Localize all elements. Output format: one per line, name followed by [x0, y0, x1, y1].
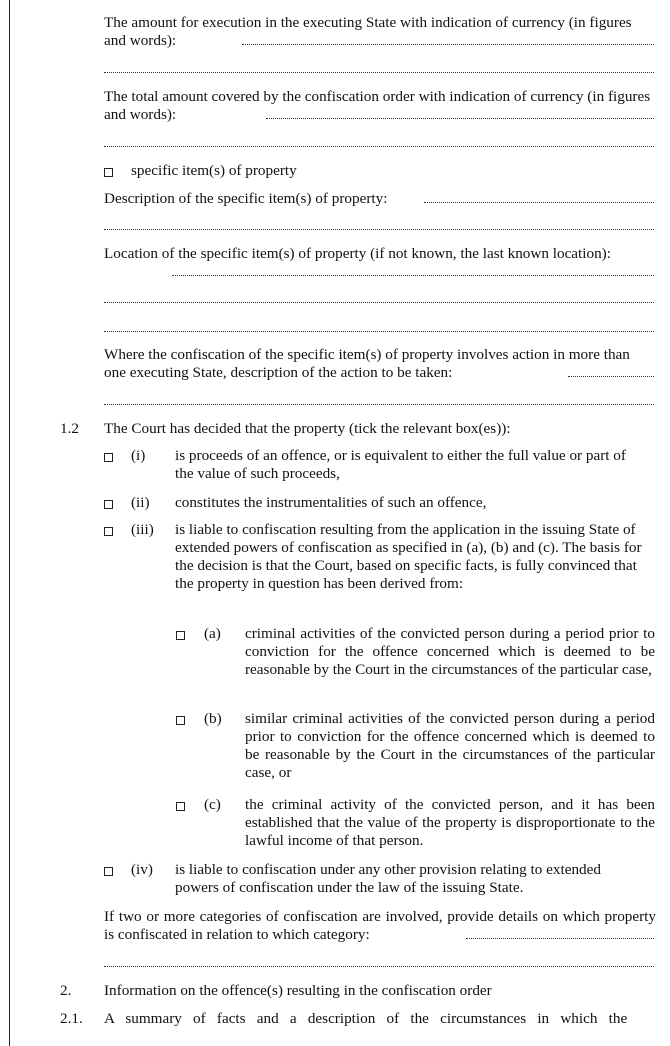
- location-label: Location of the specific item(s) of property (if not known, the last known location):: [104, 245, 611, 262]
- sub-option-a-letter: (a): [204, 625, 221, 642]
- section-2-number: 2.: [60, 982, 72, 999]
- option-iii-text: is liable to confiscation resulting from the application in the issuing State of extended powers of confiscation as specified in (a), (b) and (c). The basis for the decision is that the Court, based on specific facts, is fully convinced that the property in question has been derived from:: [175, 521, 642, 592]
- description-field[interactable]: [424, 202, 654, 203]
- total-amount-field[interactable]: [266, 118, 654, 119]
- description-field-line2[interactable]: [104, 229, 654, 230]
- option-i-text: is proceeds of an offence, or is equivalent to either the full value or part of the value of such proceeds,: [175, 447, 626, 482]
- option-ii-checkbox[interactable]: [104, 500, 113, 509]
- section-2-heading: Information on the offence(s) resulting in the confiscation order: [104, 982, 492, 999]
- sub-option-b-checkbox[interactable]: [176, 716, 185, 725]
- option-ii-text: constitutes the instrumentalities of such an offence,: [175, 494, 487, 511]
- left-margin-rule: [9, 0, 10, 1046]
- sub-option-c-checkbox[interactable]: [176, 802, 185, 811]
- multi-state-field[interactable]: [568, 376, 654, 377]
- section-1-2-heading: The Court has decided that the property (tick the relevant box(es)):: [104, 420, 511, 437]
- option-i-checkbox[interactable]: [104, 453, 113, 462]
- amount-execution-field[interactable]: [242, 44, 654, 45]
- multi-state-field-line2[interactable]: [104, 404, 654, 405]
- option-iv-text: is liable to confiscation under any other provision relating to extended powers of confiscation under the law of the issuing State.: [175, 861, 601, 896]
- section-1-2-number: 1.2: [60, 420, 79, 437]
- option-iv-numeral: (iv): [131, 861, 153, 878]
- multi-category-field[interactable]: [466, 938, 654, 939]
- multi-state-label: Where the confiscation of the specific item(s) of property involves action in more than one executing State, description of the action to be taken:: [104, 346, 630, 381]
- location-field-line3[interactable]: [104, 331, 654, 332]
- specific-items-checkbox[interactable]: [104, 168, 113, 177]
- total-amount-label: The total amount covered by the confiscation order with indication of currency (in figures and words):: [104, 88, 651, 123]
- specific-items-option-label: specific item(s) of property: [131, 162, 297, 179]
- option-iv-checkbox[interactable]: [104, 867, 113, 876]
- multi-category-label: If two or more categories of confiscation are involved, provide details on which property is confiscated in relation to which category:: [104, 908, 656, 943]
- sub-option-c-letter: (c): [204, 796, 221, 813]
- option-i-numeral: (i): [131, 447, 146, 464]
- amount-execution-field-line2[interactable]: [104, 72, 654, 73]
- section-2-1-text: A summary of facts and a description of the circumstances in which the: [104, 1010, 628, 1027]
- multi-category-field-line2[interactable]: [104, 966, 654, 967]
- option-iii-checkbox[interactable]: [104, 527, 113, 536]
- option-iii-numeral: (iii): [131, 521, 154, 538]
- location-field-line2[interactable]: [104, 302, 654, 303]
- sub-option-b-text: similar criminal activities of the convicted person during a period prior to conviction for the offence concerned which is deemed to be reasonable by the Court in the circumstances of the particular case, or: [245, 710, 655, 781]
- location-field[interactable]: [172, 275, 654, 276]
- sub-option-a-text: criminal activities of the convicted person during a period prior to conviction for the offence concerned which is deemed to be reasonable by the Court in the circumstances of the particular case,: [245, 625, 655, 678]
- sub-option-a-checkbox[interactable]: [176, 631, 185, 640]
- description-label: Description of the specific item(s) of property:: [104, 190, 388, 207]
- sub-option-c-text: the criminal activity of the convicted person, and it has been established that the value of the property is disproportionate to the lawful income of that person.: [245, 796, 655, 849]
- sub-option-b-letter: (b): [204, 710, 222, 727]
- amount-execution-label: The amount for execution in the executing State with indication of currency (in figures and words):: [104, 14, 632, 49]
- section-2-1-number: 2.1.: [60, 1010, 83, 1027]
- option-ii-numeral: (ii): [131, 494, 150, 511]
- total-amount-field-line2[interactable]: [104, 146, 654, 147]
